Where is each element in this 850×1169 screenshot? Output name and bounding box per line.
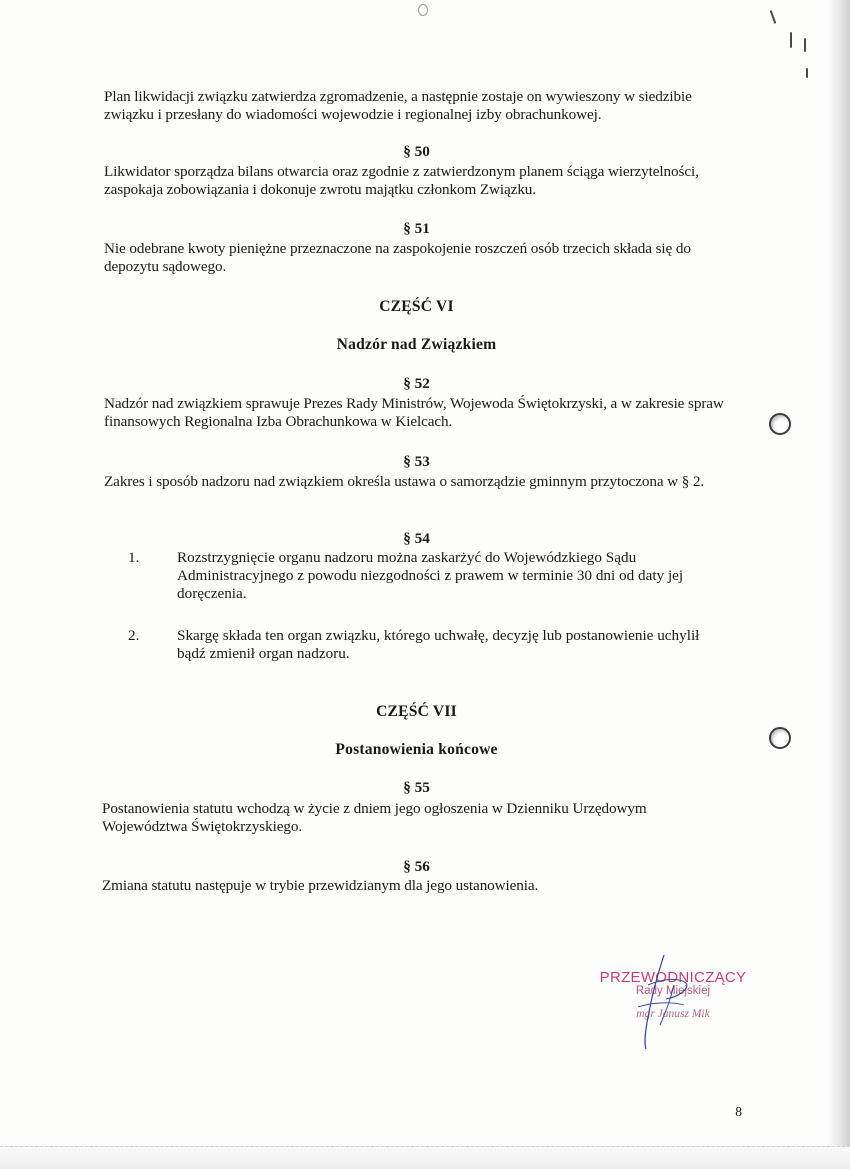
signature-icon <box>578 955 768 1065</box>
section-mark-54: § 54 <box>403 530 430 547</box>
section-52-text <box>104 395 729 431</box>
intro-paragraph <box>104 88 729 124</box>
section-mark-53: § 53 <box>403 453 430 470</box>
punch-hole <box>769 727 791 749</box>
part-6-subtitle: Nadzór nad Związkiem <box>336 336 497 353</box>
page-number: 8 <box>735 1104 742 1119</box>
scan-bottom-edge <box>0 1146 850 1169</box>
stamp-name: mgr Janusz Mik <box>636 1008 710 1020</box>
list-item-text: Skargę składa ten organ związku, którego uchwałę, decyzję lub postanowienie uchylił bądź zmienił organ nadzoru. <box>177 627 700 662</box>
chairman-stamp <box>578 955 768 1065</box>
intro-text: Plan likwidacji związku zatwierdza zgromadzenie, a następnie zostaje on wywieszony w siedzibie związku i przesłany do wiadomości wojewodzie i regionalnej izby obrachunkowej. <box>104 88 692 123</box>
scan-edge-mark <box>770 10 777 24</box>
section-56-text <box>102 877 727 895</box>
stamp-title: PRZEWODNICZĄCY <box>599 969 747 986</box>
section-51-text <box>104 240 729 276</box>
section-mark-55: § 55 <box>403 779 430 796</box>
part-6-title: CZĘŚĆ VI <box>379 298 454 315</box>
list-item-text: Rozstrzygnięcie organu nadzoru można zaskarżyć do Wojewódzkiego Sądu Administracyjnego z powodu niezgodności z prawem w terminie 30 dni od daty jej doręczenia. <box>177 549 684 602</box>
scan-edge-mark <box>806 68 808 78</box>
scan-dust-mark <box>418 4 428 16</box>
scan-edge-mark <box>790 32 792 48</box>
punch-hole <box>769 413 791 435</box>
part-7-title: CZĘŚĆ VII <box>376 703 457 720</box>
part-7-subtitle: Postanowienia końcowe <box>335 741 498 758</box>
section-mark-52: § 52 <box>403 375 430 392</box>
list-item <box>104 549 729 603</box>
list-item-number: 2. <box>128 627 140 644</box>
stamp-subtitle: Rady Miejskiej <box>635 985 711 997</box>
section-56-body: Zmiana statutu następuje w trybie przewidzianym dla jego ustanowienia. <box>102 877 539 894</box>
section-mark-51: § 51 <box>403 220 430 237</box>
scan-edge-shadow <box>826 0 850 1169</box>
section-55-text <box>102 800 727 836</box>
section-50-text <box>104 163 729 199</box>
section-50-body: Likwidator sporządza bilans otwarcia oraz zgodnie z zatwierdzonym planem ściąga wierzytelności, zaspokaja zobowiązania i dokonuje zwrotu majątku członkom Związku. <box>104 163 699 198</box>
section-mark-56: § 56 <box>403 858 430 875</box>
section-mark-50: § 50 <box>403 143 430 160</box>
section-52-body: Nadzór nad związkiem sprawuje Prezes Rady Ministrów, Wojewoda Świętokrzyski, a w zakresie spraw finansowych Regionalna Izba Obrachunkowa w Kielcach. <box>104 395 724 430</box>
section-51-body: Nie odebrane kwoty pieniężne przeznaczone na zaspokojenie roszczeń osób trzecich składa się do depozytu sądowego. <box>104 240 691 275</box>
scan-edge-mark <box>804 38 806 52</box>
list-item <box>104 627 729 663</box>
section-53-body: Zakres i sposób nadzoru nad związkiem określa ustawa o samorządzie gminnym przytoczona w § 2. <box>104 473 705 490</box>
list-item-number: 1. <box>128 549 140 566</box>
section-53-text <box>104 473 729 491</box>
section-55-body: Postanowienia statutu wchodzą w życie z dniem jego ogłoszenia w Dzienniku Urzędowym Województwa Świętokrzyskiego. <box>102 800 647 835</box>
